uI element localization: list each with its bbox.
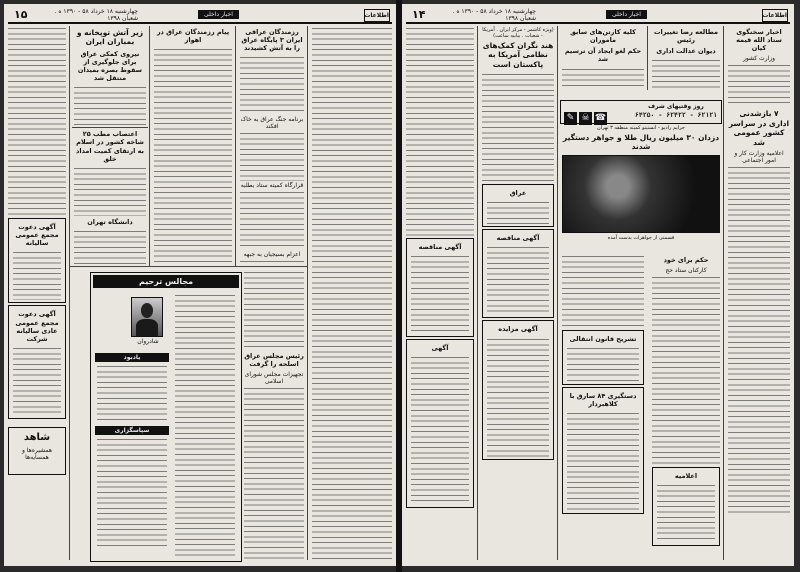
notice-title: آگهی مناقصه bbox=[496, 234, 540, 243]
text-block bbox=[411, 355, 469, 505]
section-divider bbox=[72, 127, 148, 128]
notice-box bbox=[482, 184, 554, 227]
left-page-col3 bbox=[238, 26, 306, 264]
right-page-col4-lower bbox=[650, 254, 722, 562]
left-page bbox=[4, 4, 396, 566]
story-headline: هند نگران کمک‌های نظامی آمریکا به پاکستان است bbox=[482, 41, 554, 69]
story-headline: اخبار سخنگوی ستاد الله قیمه کیان bbox=[736, 28, 782, 53]
right-page-col4 bbox=[650, 26, 722, 88]
obituary-frame bbox=[90, 272, 242, 562]
box-title: دستگیری ۸۴ سارق با کلاهبردار bbox=[569, 392, 637, 409]
notice-title: آگهی دعوت مجمع عمومی سالیانه bbox=[15, 223, 59, 248]
newspaper-logo: اطلاعات bbox=[762, 9, 788, 22]
left-page-number: ۱۵ bbox=[14, 8, 28, 21]
info-box bbox=[562, 330, 644, 385]
left-page-col-right bbox=[310, 26, 394, 562]
notice-title: آگهی bbox=[431, 344, 449, 353]
right-folio bbox=[406, 8, 790, 24]
text-block bbox=[567, 346, 639, 382]
left-page-col1 bbox=[72, 26, 148, 264]
box-headline: عراق bbox=[509, 189, 527, 198]
obituary-title: مجالس ترحیم bbox=[93, 275, 239, 288]
pen-icon: ✎ bbox=[564, 112, 577, 125]
story-headline-2: حکم لغو ایجاد آن ترسیم شد bbox=[564, 47, 642, 64]
text-block bbox=[240, 55, 304, 115]
text-block bbox=[487, 245, 549, 315]
text-block bbox=[154, 47, 232, 264]
text-block bbox=[312, 26, 392, 562]
text-block bbox=[244, 270, 304, 350]
text-block bbox=[652, 58, 720, 88]
story-subhead: قرارگاه کمیته ستاد بطلبه bbox=[240, 182, 304, 190]
robbery-banner-row bbox=[560, 100, 722, 124]
notice-box bbox=[482, 320, 554, 459]
text-block bbox=[240, 259, 304, 264]
column-rule bbox=[69, 26, 70, 560]
thanks-title: سپاسگزاری bbox=[95, 426, 169, 435]
ad-title: شاهد bbox=[23, 431, 51, 443]
column-rule bbox=[307, 26, 308, 560]
text-block bbox=[97, 437, 167, 547]
left-date-line: چهارشنبه ۱۸ خرداد ۵۸ - ۱۳۹۰ ه . شعبان ۱۳۹۸ bbox=[54, 8, 138, 22]
newspaper-logo: اطلاعات bbox=[364, 9, 390, 22]
brief-title: دانشگاه تهران bbox=[87, 217, 133, 226]
story-headline: مطالعه رضا تغییرات رئیس bbox=[653, 28, 719, 45]
story-subhead: کارکنان ستاد حج bbox=[665, 267, 707, 275]
notice-box bbox=[406, 238, 474, 337]
text-block bbox=[406, 26, 474, 236]
section-divider bbox=[70, 266, 308, 267]
notice-box bbox=[8, 305, 66, 419]
robbery-phone: ۶۴۲۵۰ - ۶۲۴۲۲ - ۶۲۱۲۱ bbox=[634, 111, 718, 119]
story-headline-2: نیروی کمکی عراق برای جلوگیری از سقوط بصره بمیدان منتقل شد bbox=[77, 49, 143, 83]
column-rule bbox=[723, 26, 724, 560]
notice-box bbox=[8, 218, 66, 303]
robbery-kicker: جرایم رادیو - انستیتو کمیته منطقه ۳ تهران bbox=[597, 125, 685, 131]
notice-box bbox=[482, 229, 554, 318]
info-box bbox=[562, 387, 644, 514]
portrait-photo bbox=[131, 297, 163, 337]
obituary-text-left bbox=[95, 353, 169, 557]
side-headline: ۷ بازشدنی اداری در سراسر کشور عمومی شد bbox=[728, 109, 790, 147]
story-headline: حکم برای خود bbox=[663, 256, 709, 264]
notice-title: اعلامیه bbox=[674, 472, 698, 481]
text-block bbox=[657, 483, 715, 543]
notice-title: آگهی مزایده bbox=[498, 325, 538, 334]
column-rule bbox=[647, 26, 648, 90]
story-subhead: وزارت کشور bbox=[742, 55, 776, 63]
notice-title: آگهی دعوت مجمع عمومی عادی سالیانه شرکت bbox=[15, 310, 59, 343]
obituary-block bbox=[88, 270, 244, 562]
text-block bbox=[175, 293, 235, 557]
right-page-col-left bbox=[404, 26, 476, 562]
right-page-col1 bbox=[480, 26, 556, 562]
story-kicker: (ویژه کاشمر - مرکز ایران . آمریکا - شعبات . بیانیه ساعت) bbox=[482, 27, 554, 39]
text-block bbox=[13, 346, 61, 416]
notice-box bbox=[652, 467, 720, 546]
jewelry-photo bbox=[562, 155, 720, 233]
text-block bbox=[728, 165, 790, 515]
story-subhead: اعزام بسیجیان به جبهه bbox=[243, 251, 301, 259]
left-section-label: اخبار داخلی bbox=[198, 10, 239, 19]
text-block bbox=[8, 26, 66, 216]
text-block bbox=[567, 411, 639, 511]
story-subhead: تجهیزات مجلس شورای اسلامی bbox=[244, 371, 304, 386]
photo-caption: قسمتی از جواهرات بدست آمده bbox=[607, 234, 675, 241]
robbery-banner-text bbox=[633, 102, 719, 119]
obituary-text bbox=[173, 293, 237, 557]
notice-title: آگهی مناقصه bbox=[418, 243, 462, 251]
text-block bbox=[74, 229, 146, 264]
notice-box bbox=[406, 339, 474, 508]
remembrance-title: یادبود bbox=[95, 353, 169, 362]
story-headline: پیام رزمندگان عراق در اهواز bbox=[156, 28, 230, 45]
right-section-label: اخبار داخلی bbox=[606, 10, 647, 19]
right-page bbox=[402, 4, 794, 566]
robbery-icons bbox=[563, 105, 608, 125]
text-block bbox=[562, 67, 644, 89]
right-page-col3 bbox=[560, 26, 646, 88]
story-subhead: برنامه جنگ عراق به خاک افکند bbox=[240, 116, 304, 131]
side-subhead: اعلامیه وزارت کار و امور اجتماعی bbox=[734, 149, 784, 164]
ad-box bbox=[8, 427, 66, 475]
text-block bbox=[240, 131, 304, 181]
story-headline: زیر آتش توپخانه و بمباران ایران bbox=[76, 28, 144, 47]
skull-icon: ☠ bbox=[579, 112, 592, 125]
ad-caption: همشیره‌ها و همسایه‌ها bbox=[21, 447, 53, 462]
column-rule bbox=[235, 26, 236, 266]
text-block bbox=[487, 337, 549, 457]
robbery-banner: روز وقتیهای شرف bbox=[648, 103, 704, 110]
text-block bbox=[728, 63, 790, 107]
column-rule bbox=[149, 26, 150, 266]
text-block bbox=[482, 72, 554, 182]
story-headline: کلیه کارتن‌های سابق ماموران bbox=[570, 28, 636, 45]
right-page-col2 bbox=[560, 254, 646, 562]
phone-icon: ☎ bbox=[594, 113, 607, 123]
column-rule bbox=[557, 26, 558, 560]
brief-title: اعتصاب مطب ۲۵ شاخه کشور در اسلام به ارتقای کمیت امداد خلق bbox=[76, 130, 144, 163]
left-bottom-story bbox=[242, 270, 306, 562]
story-headline: رئیس مجلس عراق اسلحه را گرفت bbox=[244, 352, 304, 369]
left-page-col2 bbox=[152, 26, 234, 264]
portrait-caption: شادروان bbox=[137, 338, 159, 345]
box-title: تشریح قانون انتقالی bbox=[569, 335, 637, 343]
right-page-number: ۱۴ bbox=[412, 8, 426, 21]
text-block bbox=[74, 85, 146, 125]
text-block bbox=[652, 275, 720, 465]
text-block bbox=[97, 364, 167, 424]
text-block bbox=[411, 254, 469, 334]
text-block bbox=[240, 190, 304, 250]
left-page-col-notices bbox=[6, 26, 68, 562]
text-block bbox=[487, 200, 549, 224]
left-folio bbox=[8, 8, 392, 24]
right-page-col5 bbox=[726, 26, 792, 562]
text-block bbox=[244, 386, 304, 562]
right-date-line: چهارشنبه ۱۸ خرداد ۵۸ - ۱۳۹۰ ه . شعبان ۱۳۹۸ bbox=[452, 8, 536, 22]
column-rule bbox=[477, 26, 478, 560]
story-headline: رزمندگان عراقی ایران ۳ پایگاه عراق را به آتش کشیدند bbox=[241, 28, 303, 53]
robbery-feature bbox=[560, 100, 722, 246]
robbery-headline: دزدان ۳۰ میلیون ریال طلا و جواهر دستگیر شدند bbox=[562, 133, 720, 152]
text-block bbox=[13, 250, 61, 300]
text-block bbox=[562, 254, 644, 328]
story-headline-2: دیوان عدالت اداری bbox=[656, 47, 716, 56]
text-block bbox=[74, 166, 146, 216]
